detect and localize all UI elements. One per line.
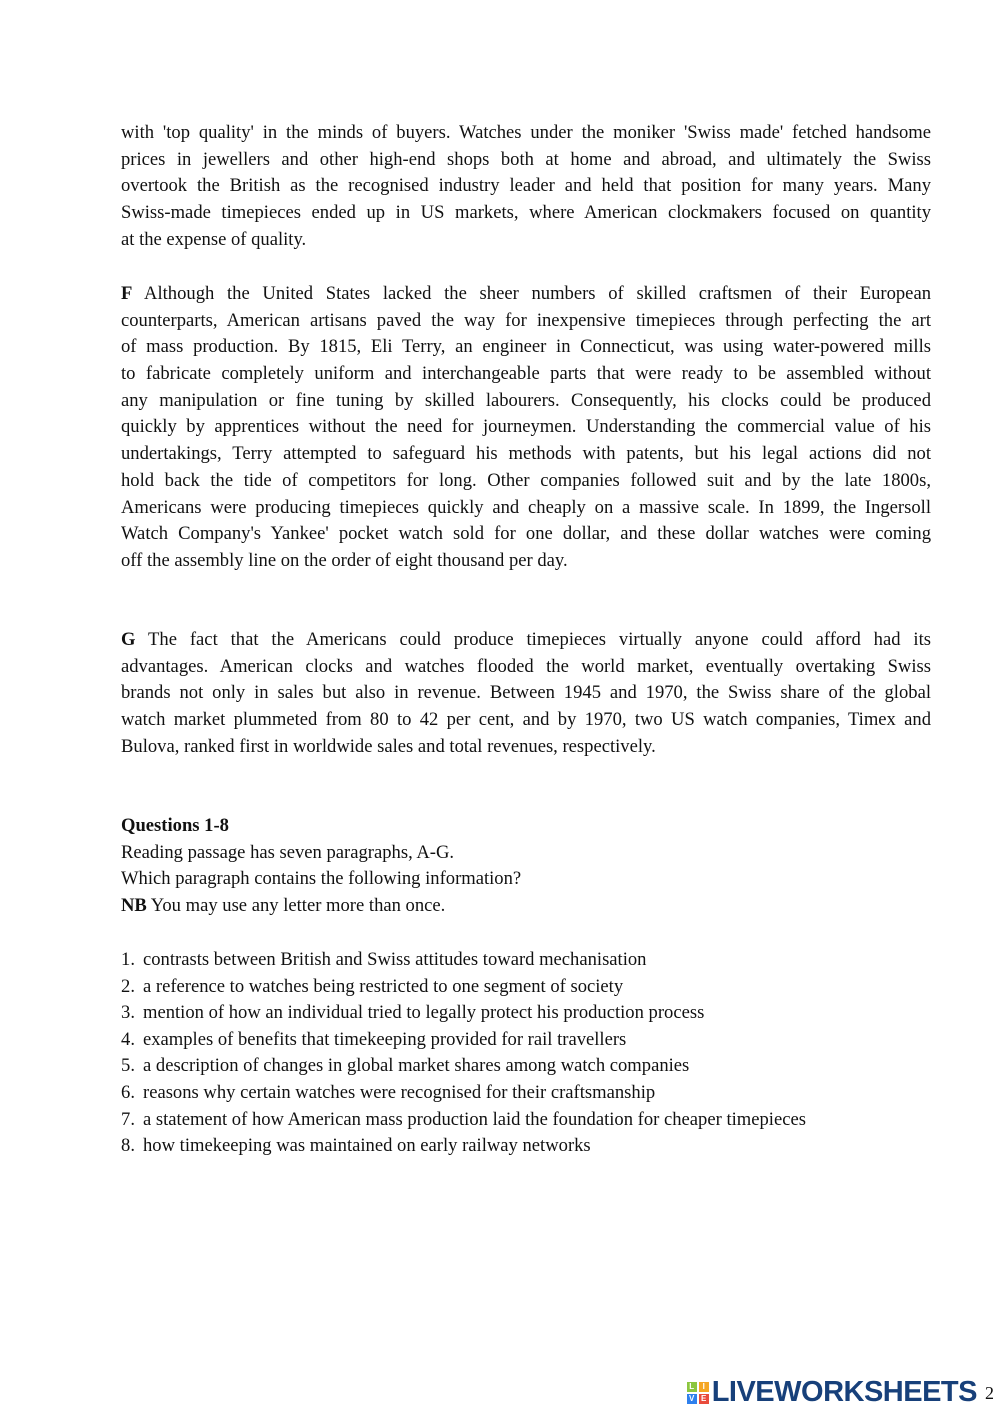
question-text: how timekeeping was maintained on early railway networks: [143, 1135, 591, 1157]
paragraph-line: [121, 548, 931, 575]
liveworksheets-logo: [687, 1376, 977, 1409]
paragraph-line-text: undertakings, Terry attempted to safeguard his methods with patents, but his legal actions did not: [121, 443, 931, 465]
question-text: mention of how an individual tried to legally protect his production process: [143, 1002, 705, 1024]
page-footer: [687, 1376, 994, 1409]
paragraph-line: [121, 495, 931, 522]
question-number: 7.: [121, 1108, 135, 1130]
question-item: [112, 1107, 806, 1134]
question-number: 2.: [121, 975, 135, 997]
paragraph-line-text: at the expense of quality.: [121, 228, 307, 250]
paragraph-line-text: Bulova, ranked first in worldwide sales and total revenues, respectively.: [121, 735, 656, 757]
paragraph-line: [121, 734, 931, 761]
paragraph-g: [121, 627, 931, 760]
paragraph-line: [121, 334, 931, 361]
paragraph-line: [121, 120, 931, 147]
paragraph-line: [121, 227, 931, 254]
paragraph-line: [121, 281, 931, 308]
question-text: a description of changes in global market shares among watch companies: [143, 1055, 690, 1077]
paragraph-line-text: of mass production. By 1815, Eli Terry, an engineer in Connecticut, was using water-powered mills: [121, 336, 931, 358]
question-number: 6.: [121, 1081, 135, 1103]
nb-label: NB: [121, 895, 147, 917]
question-text: examples of benefits that timekeeping provided for rail travellers: [143, 1028, 627, 1050]
paragraph-line-text: prices in jewellers and other high-end shops both at home and abroad, and ultimately the Swiss: [121, 148, 931, 170]
questions-header: [121, 813, 521, 920]
question-text: reasons why certain watches were recognised for their craftsmanship: [143, 1081, 656, 1103]
question-text: a reference to watches being restricted to one segment of society: [143, 975, 624, 997]
paragraph-line-text: advantages. American clocks and watches flooded the world market, eventually overtaking Swiss: [121, 655, 931, 677]
paragraph-e-continued: [121, 120, 931, 253]
question-number: 1.: [121, 949, 135, 970]
paragraph-line-text: any manipulation or fine tuning by skilled labourers. Consequently, his clocks could be produced: [121, 389, 931, 411]
paragraph-line-text: quickly by apprentices without the need for journeymen. Understanding the commercial value of his: [121, 416, 931, 438]
paragraph-line-text: off the assembly line on the order of eight thousand per day.: [121, 549, 568, 571]
nb-text: You may use any letter more than once.: [146, 895, 446, 917]
logo-tile: V: [687, 1394, 697, 1404]
paragraph-line-text: to fabricate completely uniform and interchangeable parts that were ready to be assembled without: [121, 363, 931, 385]
paragraph-line: [121, 707, 931, 734]
paragraph-line-text: overtook the British as the recognised industry leader and held that position for many years. Many: [121, 175, 931, 197]
paragraph-letter: F: [121, 283, 133, 304]
question-list: [112, 947, 806, 1160]
paragraph-line-text: Watch Company's Yankee' pocket watch sold for one dollar, and these dollar watches were coming: [121, 523, 931, 545]
paragraph-line-text: counterparts, American artisans paved the way for inexpensive timepieces through perfecting the art: [121, 309, 931, 331]
page-number: 2: [985, 1382, 994, 1403]
questions-nb: [121, 893, 521, 920]
question-item: [112, 1027, 806, 1054]
questions-heading: Questions 1-8: [121, 815, 229, 836]
paragraph-line: [121, 441, 931, 468]
paragraph-line-text: Although the United States lacked the sheer numbers of skilled craftsmen of their European: [132, 283, 931, 304]
question-item: [112, 1133, 806, 1160]
question-number: 3.: [121, 1002, 135, 1024]
question-item: [112, 1000, 806, 1027]
paragraph-line: [121, 388, 931, 415]
question-item: [112, 1080, 806, 1107]
paragraph-line-text: Swiss-made timepieces ended up in US markets, where American clockmakers focused on quantity: [121, 202, 931, 224]
paragraph-line: [121, 680, 931, 707]
question-item: [112, 947, 806, 974]
paragraph-line: [121, 414, 931, 441]
paragraph-line: [121, 468, 931, 495]
paragraph-line: [121, 173, 931, 200]
paragraph-line: [121, 654, 931, 681]
logo-tile: E: [699, 1394, 709, 1404]
paragraph-f: [121, 281, 931, 575]
paragraph-line: [121, 147, 931, 174]
logo-text: LIVEWORKSHEETS: [711, 1376, 977, 1408]
paragraph-line: [121, 200, 931, 227]
question-text: a statement of how American mass production laid the foundation for cheaper timepieces: [143, 1108, 806, 1130]
paragraph-line: [121, 627, 931, 654]
paragraph-letter: G: [121, 629, 136, 650]
paragraph-line-text: The fact that the Americans could produce timepieces virtually anyone could afford had its: [135, 629, 931, 650]
questions-intro-2: Which paragraph contains the following information?: [121, 868, 522, 890]
paragraph-line-text: with 'top quality' in the minds of buyers. Watches under the moniker 'Swiss made' fetched handsome: [121, 122, 931, 143]
question-item: [112, 974, 806, 1001]
question-number: 8.: [121, 1135, 135, 1157]
logo-tiles-icon: [687, 1382, 709, 1404]
questions-intro-1: Reading passage has seven paragraphs, A-G.: [121, 841, 455, 863]
paragraph-line-text: hold back the tide of competitors for long. Other companies followed suit and by the late 1800s,: [121, 469, 931, 491]
paragraph-line: [121, 521, 931, 548]
question-item: [112, 1053, 806, 1080]
question-text: contrasts between British and Swiss attitudes toward mechanisation: [143, 949, 647, 970]
paragraph-line-text: Americans were producing timepieces quickly and cheaply on a massive scale. In 1899, the Ingersoll: [121, 496, 931, 518]
question-number: 4.: [121, 1028, 135, 1050]
paragraph-line: [121, 361, 931, 388]
logo-tile: I: [699, 1382, 709, 1392]
paragraph-line: [121, 308, 931, 335]
question-number: 5.: [121, 1055, 135, 1077]
paragraph-line-text: watch market plummeted from 80 to 42 per cent, and by 1970, two US watch companies, Timex and: [121, 709, 931, 731]
logo-tile: L: [687, 1382, 697, 1392]
paragraph-line-text: brands not only in sales but also in revenue. Between 1945 and 1970, the Swiss share of the global: [121, 682, 931, 704]
